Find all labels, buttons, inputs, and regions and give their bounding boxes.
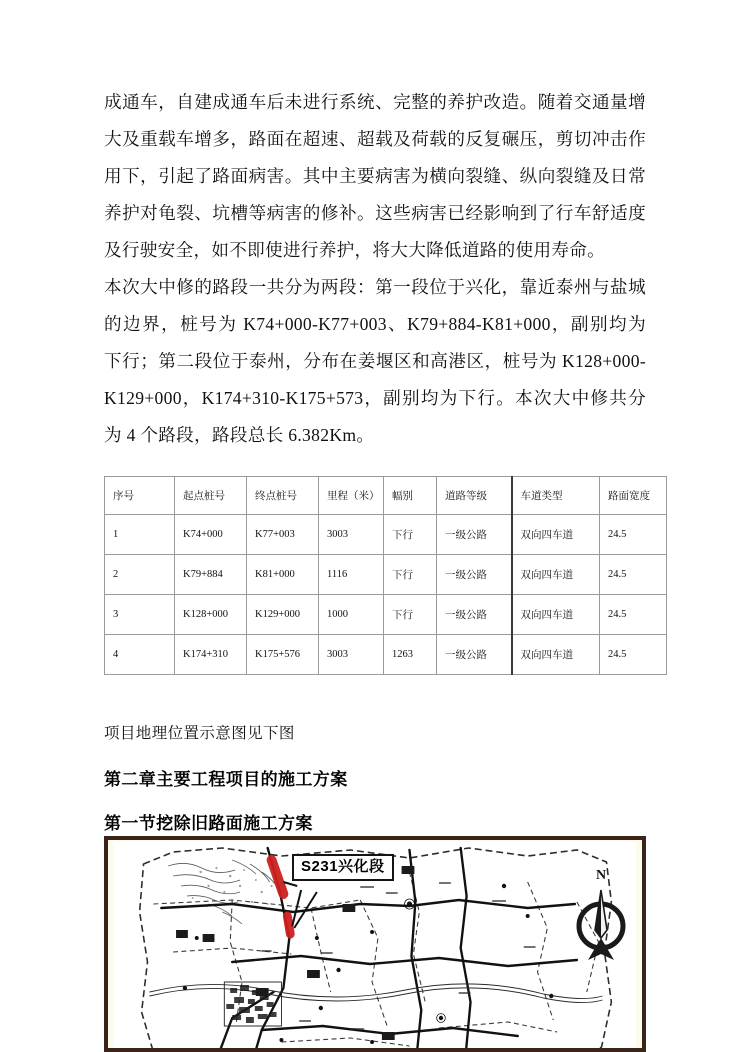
table-row [105, 595, 667, 635]
table-header-row [105, 477, 667, 515]
chapter-heading: 第二章主要工程项目的施工方案 [104, 770, 348, 789]
cell-lane-type: 双向四车道 [512, 595, 600, 635]
column-header-road-width: 路面宽度 [600, 477, 667, 515]
section-heading: 第一节挖除旧路面施工方案 [104, 814, 313, 833]
paragraph-2: 本次大中修的路段一共分为两段：第一段位于兴化，靠近泰州与盐城的边界，桩号为 K74+000-K77+003、K79+884-K81+000，副别均为下行；第二段位于泰州，分布在姜堰区和高港区，桩号为 K128+000-K129+000，K174+310-K175+573，副别均为下行。本次大中修共分为 4 个路段，路段总长 6.382Km。 [104, 277, 646, 445]
column-header-start-stake: 起点桩号 [175, 477, 247, 515]
cell-start-stake: K74+000 [175, 515, 247, 555]
cell-mileage: 3003 [319, 515, 384, 555]
cell-index: 3 [105, 595, 175, 635]
cell-end-stake: K129+000 [247, 595, 319, 635]
cell-road-width: 24.5 [600, 635, 667, 675]
cell-road-grade: 一级公路 [437, 555, 512, 595]
cell-end-stake: K77+003 [247, 515, 319, 555]
cell-index: 4 [105, 635, 175, 675]
cell-start-stake: K174+310 [175, 635, 247, 675]
cell-start-stake: K79+884 [175, 555, 247, 595]
table-row [105, 635, 667, 675]
cell-end-stake: K175+576 [247, 635, 319, 675]
paragraph-1: 成通车，自建成通车后未进行系统、完整的养护改造。随着交通量增大及重载车增多，路面在超速、超载及荷载的反复碾压，剪切冲击作用下，引起了路面病害。其中主要病害为横向裂缝、纵向裂缝及日常养护对龟裂、坑槽等病害的修补。这些病害已经影响到了行车舒适度及行驶安全，如不即使进行养护，将大大降低道路的使用寿命。 [104, 92, 646, 260]
cell-road-width: 24.5 [600, 515, 667, 555]
table-row [105, 515, 667, 555]
location-map-figure [104, 836, 646, 1052]
cell-road-grade: 一级公路 [437, 515, 512, 555]
column-header-road-grade: 道路等级 [437, 477, 512, 515]
cell-index: 1 [105, 515, 175, 555]
compass-north-label: N [595, 868, 607, 883]
road-sections-table-wrapper [104, 476, 650, 675]
cell-direction: 下行 [384, 595, 437, 635]
highlighted-road-segments [272, 860, 291, 934]
map-canvas [114, 842, 636, 1048]
cell-road-grade: 一级公路 [437, 595, 512, 635]
cell-mileage: 3003 [319, 635, 384, 675]
column-header-direction: 幅别 [384, 477, 437, 515]
cell-index: 2 [105, 555, 175, 595]
cell-road-grade: 一级公路 [437, 635, 512, 675]
cell-lane-type: 双向四车道 [512, 555, 600, 595]
cell-lane-type: 双向四车道 [512, 635, 600, 675]
town-symbols [183, 872, 554, 1048]
column-header-mileage: 里程（米） [319, 477, 384, 515]
table-row [105, 555, 667, 595]
cell-mileage: 1116 [319, 555, 384, 595]
cell-mileage: 1000 [319, 595, 384, 635]
cell-lane-type: 双向四车道 [512, 515, 600, 555]
column-header-index: 序号 [105, 477, 175, 515]
cell-road-width: 24.5 [600, 555, 667, 595]
map-callout-label: S231兴化段 [292, 854, 394, 881]
urban-area [224, 982, 281, 1026]
cell-direction: 下行 [384, 555, 437, 595]
document-body [104, 84, 650, 839]
road-sections-table [104, 476, 667, 675]
minor-roads [153, 872, 598, 1046]
cell-end-stake: K81+000 [247, 555, 319, 595]
figure-caption: 项目地理位置示意图见下图 [104, 725, 295, 742]
column-header-end-stake: 终点桩号 [247, 477, 319, 515]
cell-road-width: 24.5 [600, 595, 667, 635]
cell-direction: 下行 [384, 515, 437, 555]
column-header-lane-type: 车道类型 [512, 477, 600, 515]
compass-rose [570, 868, 632, 972]
cell-direction: 1263 [384, 635, 437, 675]
cell-start-stake: K128+000 [175, 595, 247, 635]
route-shields [176, 866, 414, 1040]
